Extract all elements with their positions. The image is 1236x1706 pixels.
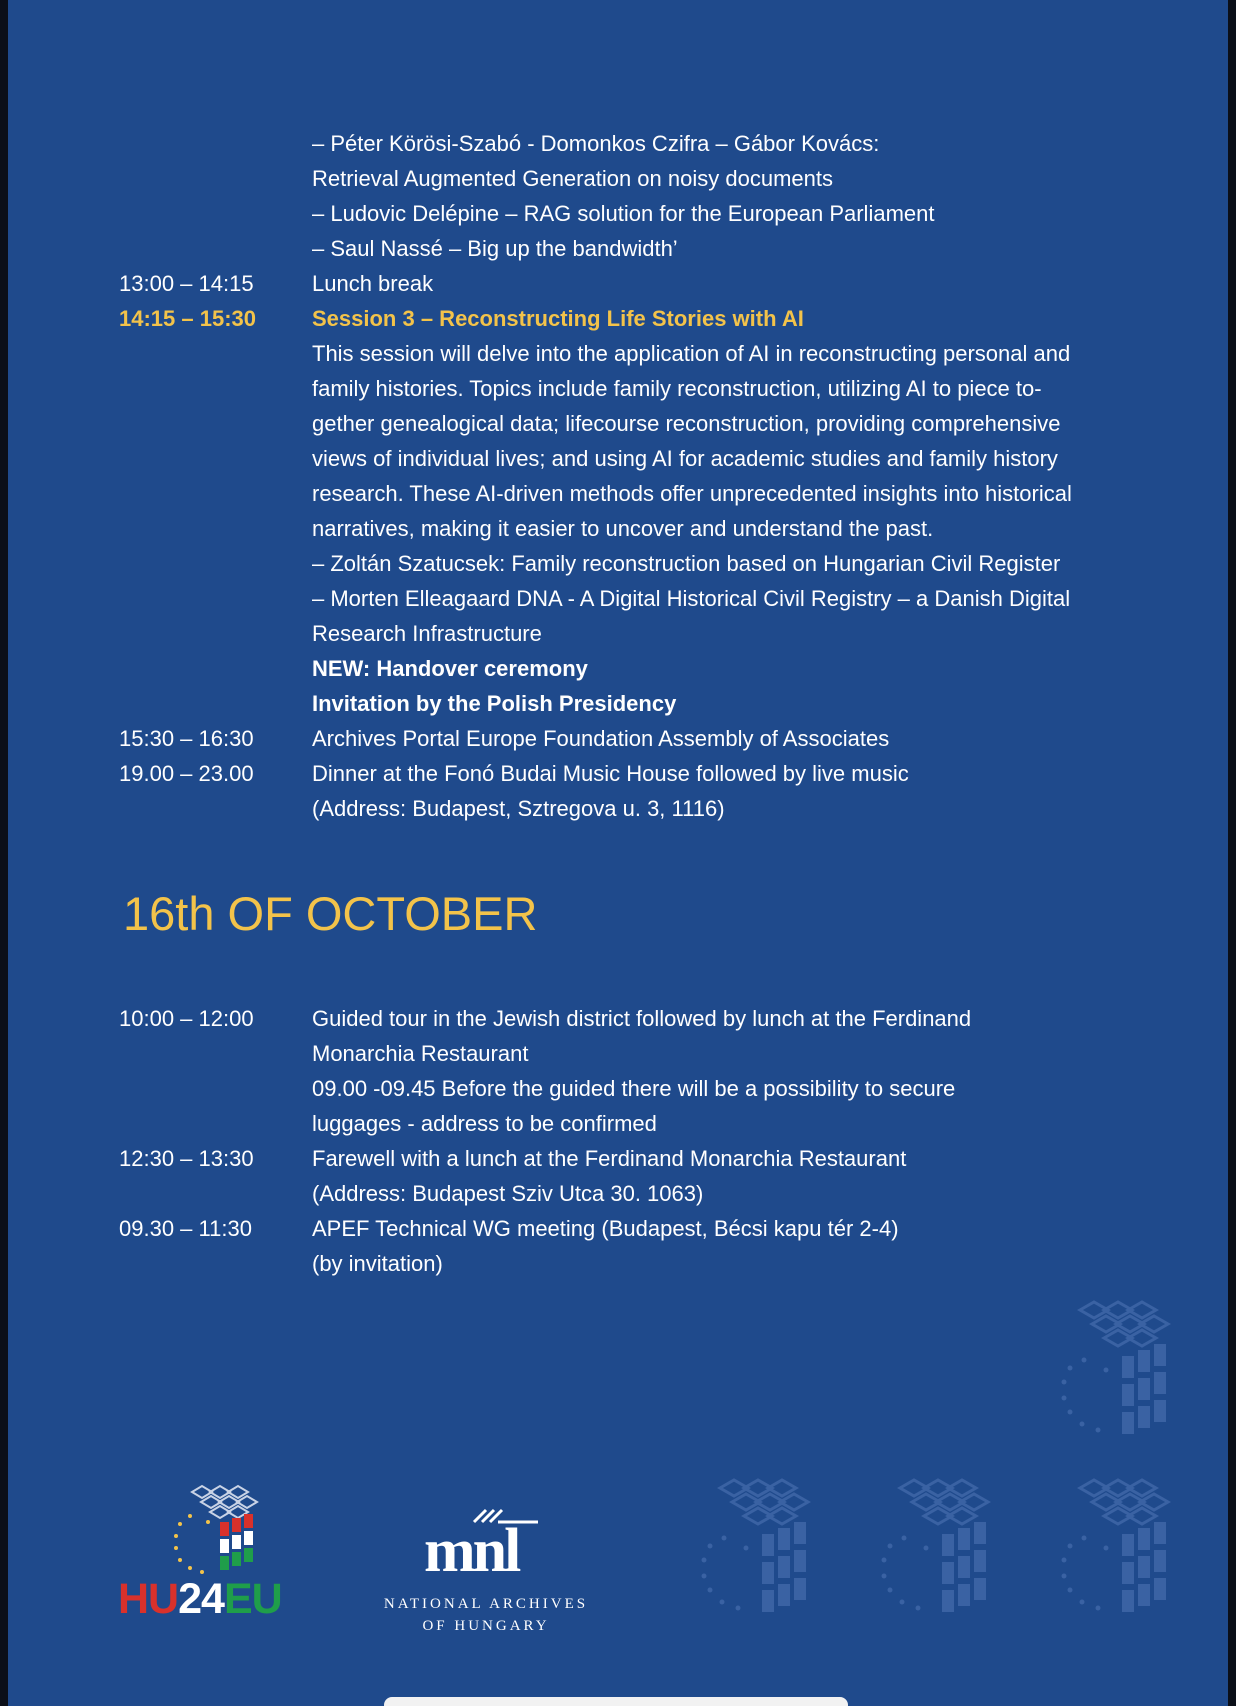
schedule-text: (Address: Budapest, Sztregova u. 3, 1116) (312, 796, 725, 821)
schedule-text: – Morten Elleagaard DNA - A Digital Historical Civil Registry – a Danish Digital (312, 586, 1071, 611)
schedule-row (0, 721, 1236, 756)
schedule-row (0, 546, 1236, 581)
schedule-text: gether genealogical data; lifecourse reconstruction, providing comprehensive (312, 411, 1061, 436)
schedule-text: Research Infrastructure (312, 621, 542, 646)
schedule-row (0, 476, 1236, 511)
schedule-row (0, 1106, 1236, 1141)
schedule-row (0, 1001, 1236, 1036)
schedule-time: 10:00 – 12:00 (119, 1006, 254, 1031)
schedule-text: NEW: Handover ceremony (312, 656, 588, 681)
schedule-row (0, 336, 1236, 371)
schedule-row (0, 616, 1236, 651)
schedule-row (0, 301, 1236, 336)
mnl-wordmark: mnl (424, 1517, 519, 1585)
hu24eu-part-eu: EU (223, 1575, 282, 1623)
schedule-row (0, 196, 1236, 231)
schedule-text: This session will delve into the application of AI in reconstructing personal and (312, 341, 1071, 366)
decorative-cube-icon (860, 1468, 1010, 1638)
schedule-row (0, 511, 1236, 546)
schedule-text: Farewell with a lunch at the Ferdinand Monarchia Restaurant (312, 1146, 907, 1171)
day2-heading: 16th OF OCTOBER (123, 887, 538, 940)
schedule-row (0, 1211, 1236, 1246)
schedule-text: Invitation by the Polish Presidency (312, 691, 677, 716)
schedule-text: research. These AI-driven methods offer unprecedented insights into historical (312, 481, 1072, 506)
schedule-text: Archives Portal Europe Foundation Assembly of Associates (312, 726, 890, 751)
schedule-text: – Ludovic Delépine – RAG solution for the European Parliament (312, 201, 935, 226)
schedule-row (0, 791, 1236, 826)
mnl-caption-line1: NATIONAL ARCHIVES (383, 1596, 589, 1612)
schedule-text: Monarchia Restaurant (312, 1041, 529, 1066)
schedule-row (0, 686, 1236, 721)
schedule-text: views of individual lives; and using AI for academic studies and family history (312, 446, 1058, 471)
schedule-text: APEF Technical WG meeting (Budapest, Bécsi kapu tér 2-4) (312, 1216, 899, 1241)
schedule-row (0, 1036, 1236, 1071)
schedule-text: narratives, making it easier to uncover and understand the past. (312, 516, 934, 541)
schedule-text: – Zoltán Szatucsek: Family reconstruction based on Hungarian Civil Register (312, 551, 1061, 576)
schedule-row (0, 231, 1236, 266)
schedule-text: Retrieval Augmented Generation on noisy documents (312, 166, 833, 191)
schedule-row (0, 126, 1236, 161)
decorative-cube-icon (680, 1468, 830, 1638)
schedule-time: 09.30 – 11:30 (119, 1216, 252, 1241)
schedule-text: family histories. Topics include family reconstruction, utilizing AI to piece to- (312, 376, 1042, 401)
home-indicator[interactable] (384, 1697, 848, 1706)
hu24eu-part-hu: HU (118, 1575, 179, 1623)
decorative-cube-icon (1040, 1468, 1190, 1638)
national-archives-logo (366, 1508, 606, 1638)
schedule-text: luggages - address to be confirmed (312, 1111, 657, 1136)
schedule-time: 19.00 – 23.00 (119, 761, 254, 786)
schedule-text: Lunch break (312, 271, 434, 296)
hu24eu-part-24: 24 (178, 1575, 224, 1623)
schedule-time: 13:00 – 14:15 (119, 271, 254, 296)
schedule-text: Guided tour in the Jewish district followed by lunch at the Ferdinand (312, 1006, 972, 1031)
schedule-text: (Address: Budapest Sziv Utca 30. 1063) (312, 1181, 704, 1206)
schedule-row (0, 266, 1236, 301)
schedule-text: Dinner at the Fonó Budai Music House followed by live music (312, 761, 909, 786)
schedule-row (0, 1141, 1236, 1176)
presidency-cube-icon (158, 1478, 298, 1578)
hu24eu-logo (118, 1478, 318, 1628)
schedule-time: 15:30 – 16:30 (119, 726, 254, 751)
mnl-caption-line2: OF HUNGARY (422, 1618, 550, 1634)
hu24eu-wordmark (118, 1574, 282, 1624)
schedule-row (0, 1246, 1236, 1281)
decorative-cube-icon (1040, 1290, 1190, 1460)
schedule-row (0, 1176, 1236, 1211)
schedule-row (0, 441, 1236, 476)
schedule-row (0, 371, 1236, 406)
schedule-text: – Péter Körösi-Szabó - Domonkos Czifra – Gábor Kovács: (312, 131, 880, 156)
schedule-time: 12:30 – 13:30 (119, 1146, 254, 1171)
schedule-row (0, 1071, 1236, 1106)
schedule-row (0, 406, 1236, 441)
schedule-text: Session 3 – Reconstructing Life Stories with AI (312, 306, 804, 331)
schedule-text: (by invitation) (312, 1251, 443, 1276)
schedule-row (0, 161, 1236, 196)
schedule-text: – Saul Nassé – Big up the bandwidth’ (312, 236, 678, 261)
schedule-time: 14:15 – 15:30 (119, 306, 256, 331)
schedule-row (0, 756, 1236, 791)
schedule-text: 09.00 -09.45 Before the guided there will be a possibility to secure (312, 1076, 956, 1101)
schedule-row (0, 651, 1236, 686)
schedule-row (0, 581, 1236, 616)
